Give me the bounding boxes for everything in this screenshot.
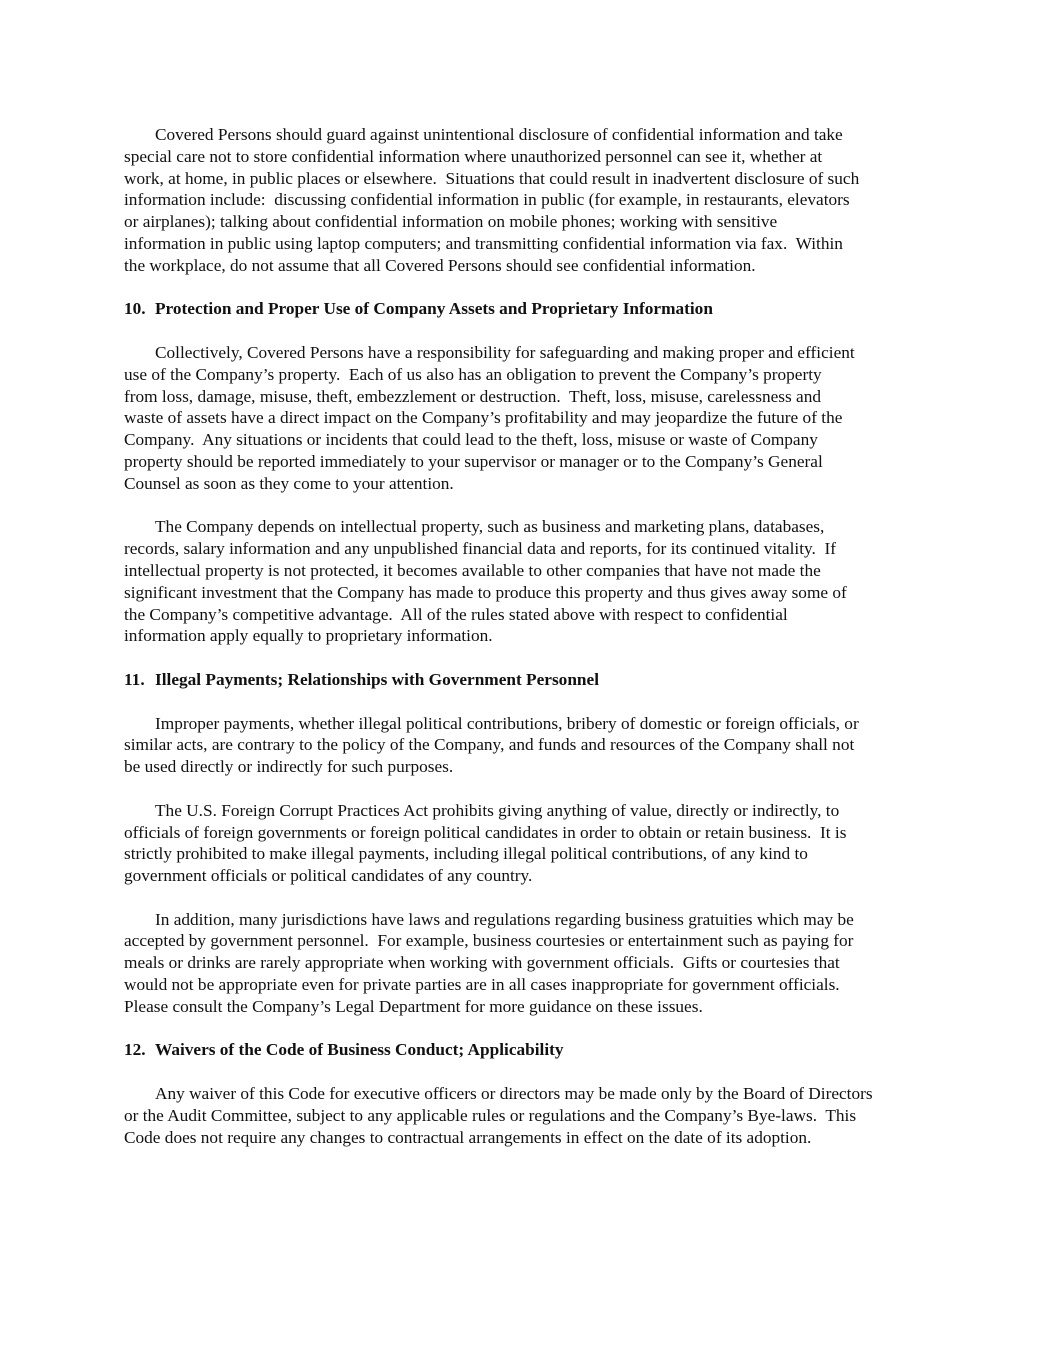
text-line: or airplanes); talking about confidential information on mobile phones; working with sensitive bbox=[124, 212, 778, 232]
section-title: Illegal Payments; Relationships with Government Personnel bbox=[155, 669, 600, 689]
text-line: information in public using laptop computers; and transmitting confidential information via fax. Within bbox=[124, 233, 843, 253]
text-line: strictly prohibited to make illegal payments, including illegal political contributions, of any kind to bbox=[124, 844, 808, 864]
text-line: intellectual property is not protected, it becomes available to other companies that have not made the bbox=[124, 560, 821, 580]
text-line: The U.S. Foreign Corrupt Practices Act prohibits giving anything of value, directly or indirectly, to bbox=[155, 800, 840, 820]
paragraph-confidential-disclosure bbox=[124, 124, 946, 277]
text-line: from loss, damage, misuse, theft, embezzlement or destruction. Theft, loss, misuse, carelessness and bbox=[124, 386, 821, 406]
text-line: significant investment that the Company has made to produce this property and thus gives away some of bbox=[124, 582, 847, 602]
section-number: 10. bbox=[124, 299, 146, 319]
text-line: The Company depends on intellectual property, such as business and marketing plans, databases, bbox=[155, 517, 825, 537]
section-heading-11 bbox=[124, 669, 946, 691]
text-line: special care not to store confidential information where unauthorized personnel can see it, whether at bbox=[124, 146, 823, 166]
text-line: government officials or political candidates of any country. bbox=[124, 866, 533, 886]
text-line: In addition, many jurisdictions have laws and regulations regarding business gratuities which may be bbox=[155, 909, 854, 929]
paragraph-waivers bbox=[124, 1083, 946, 1148]
section-heading-10 bbox=[124, 298, 946, 320]
text-line: the workplace, do not assume that all Covered Persons should see confidential information. bbox=[124, 255, 756, 275]
text-line: Covered Persons should guard against unintentional disclosure of confidential information and take bbox=[155, 125, 843, 144]
document-page bbox=[124, 124, 946, 1148]
text-line: Company. Any situations or incidents that could lead to the theft, loss, misuse or waste of Company bbox=[124, 430, 818, 450]
text-line: use of the Company’s property. Each of us also has an obligation to prevent the Company’s property bbox=[124, 364, 822, 384]
text-line: or the Audit Committee, subject to any applicable rules or regulations and the Company’s Bye-laws. This bbox=[124, 1105, 857, 1125]
text-line: Collectively, Covered Persons have a responsibility for safeguarding and making proper and efficient bbox=[155, 342, 855, 362]
text-line: work, at home, in public places or elsewhere. Situations that could result in inadvertent disclosure of such bbox=[124, 168, 860, 188]
text-line: Please consult the Company’s Legal Department for more guidance on these issues. bbox=[124, 996, 703, 1016]
text-line: waste of assets have a direct impact on the Company’s profitability and may jeopardize the future of the bbox=[124, 408, 843, 428]
text-line: Code does not require any changes to contractual arrangements in effect on the date of its adoption. bbox=[124, 1127, 812, 1147]
paragraph-improper-payments bbox=[124, 713, 946, 778]
text-line: similar acts, are contrary to the policy of the Company, and funds and resources of the Company shall not bbox=[124, 735, 855, 755]
text-line: Any waiver of this Code for executive officers or directors may be made only by the Board of Directors bbox=[155, 1084, 873, 1104]
text-line: information apply equally to proprietary information. bbox=[124, 626, 493, 646]
text-line: information include: discussing confidential information in public (for example, in restaurants, elevators bbox=[124, 190, 850, 210]
paragraph-intellectual-property bbox=[124, 516, 946, 647]
text-line: Improper payments, whether illegal political contributions, bribery of domestic or foreign officials, or bbox=[155, 713, 859, 733]
text-line: the Company’s competitive advantage. All of the rules stated above with respect to confidential bbox=[124, 604, 788, 624]
paragraph-fcpa bbox=[124, 800, 946, 887]
text-line: would not be appropriate even for private parties are in all cases inappropriate for government officials. bbox=[124, 975, 840, 995]
text-line: accepted by government personnel. For example, business courtesies or entertainment such as paying for bbox=[124, 931, 854, 951]
section-heading-12 bbox=[124, 1039, 946, 1061]
paragraph-company-assets bbox=[124, 342, 946, 495]
section-number: 12. bbox=[124, 1040, 146, 1060]
text-line: meals or drinks are rarely appropriate when working with government officials. Gifts or courtesies that bbox=[124, 953, 840, 973]
text-line: records, salary information and any unpublished financial data and reports, for its continued vitality. If bbox=[124, 539, 836, 559]
text-line: Counsel as soon as they come to your attention. bbox=[124, 473, 454, 493]
text-line: property should be reported immediately to your supervisor or manager or to the Company’s General bbox=[124, 451, 823, 471]
section-title: Waivers of the Code of Business Conduct; Applicability bbox=[155, 1040, 564, 1060]
text-line: be used directly or indirectly for such purposes. bbox=[124, 757, 454, 777]
paragraph-gratuities bbox=[124, 909, 946, 1018]
section-number: 11. bbox=[124, 669, 145, 689]
text-line: officials of foreign governments or foreign political candidates in order to obtain or retain business. It is bbox=[124, 822, 847, 842]
section-title: Protection and Proper Use of Company Assets and Proprietary Information bbox=[155, 299, 713, 319]
